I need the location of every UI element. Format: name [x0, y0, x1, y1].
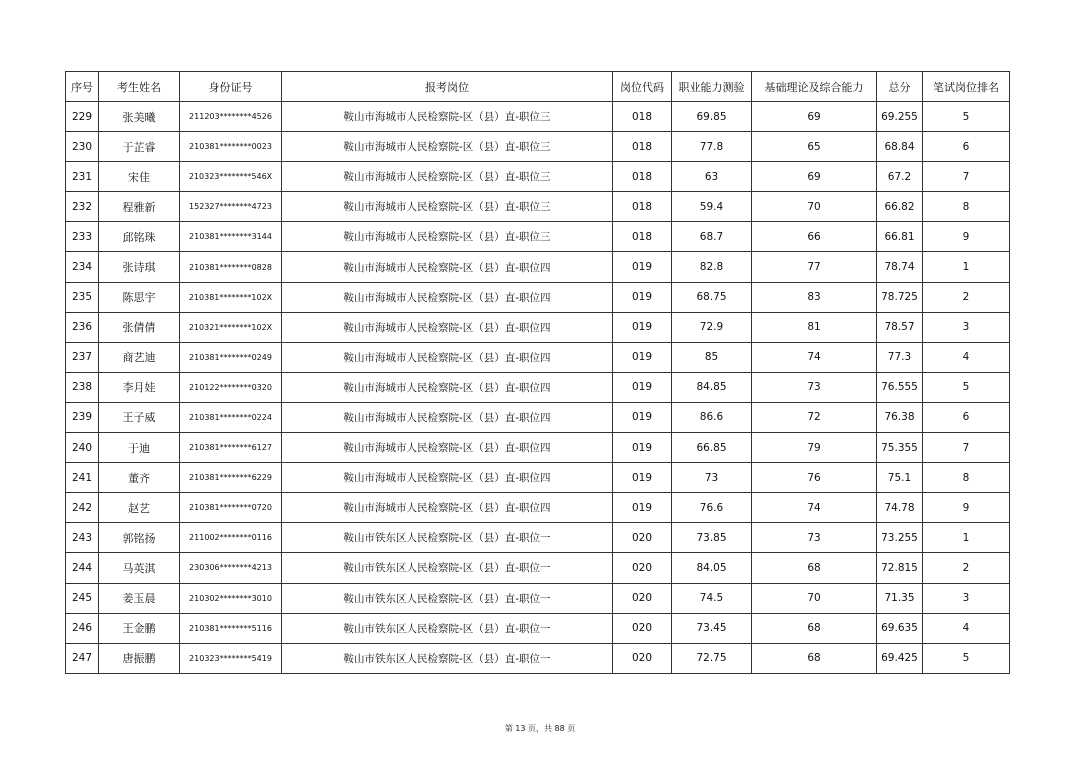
- name-cell: 张美曦: [99, 102, 180, 132]
- position-cell: 鞍山市铁东区人民检察院-区（县）直-职位一: [282, 523, 613, 553]
- col-header-name: 考生姓名: [99, 72, 180, 102]
- col-header-total: 总分: [877, 72, 923, 102]
- aptitude-cell: 86.6: [672, 402, 752, 432]
- position-cell: 鞍山市铁东区人民检察院-区（县）直-职位一: [282, 613, 613, 643]
- rank-cell: 2: [923, 282, 1010, 312]
- rank-cell: 1: [923, 523, 1010, 553]
- aptitude-cell: 82.8: [672, 252, 752, 282]
- total-cell: 78.57: [877, 312, 923, 342]
- total-cell: 77.3: [877, 342, 923, 372]
- aptitude-cell: 84.85: [672, 372, 752, 402]
- table-header: [66, 72, 1010, 102]
- aptitude-cell: 85: [672, 342, 752, 372]
- total-cell: 67.2: [877, 162, 923, 192]
- table-row: [66, 312, 1010, 342]
- seq-cell: 242: [66, 493, 99, 523]
- id-cell: 210321********102X: [180, 312, 282, 342]
- rank-cell: 6: [923, 402, 1010, 432]
- table-row: [66, 252, 1010, 282]
- theory-cell: 77: [752, 252, 877, 282]
- table-row: [66, 102, 1010, 132]
- theory-cell: 69: [752, 102, 877, 132]
- id-cell: 230306********4213: [180, 553, 282, 583]
- total-cell: 69.255: [877, 102, 923, 132]
- theory-cell: 73: [752, 372, 877, 402]
- theory-cell: 70: [752, 583, 877, 613]
- aptitude-cell: 72.75: [672, 643, 752, 673]
- aptitude-cell: 59.4: [672, 192, 752, 222]
- seq-cell: 231: [66, 162, 99, 192]
- name-cell: 郭铭扬: [99, 523, 180, 553]
- id-cell: 152327********4723: [180, 192, 282, 222]
- id-cell: 210381********102X: [180, 282, 282, 312]
- table-row: [66, 643, 1010, 673]
- table-row: [66, 372, 1010, 402]
- position-cell: 鞍山市海城市人民检察院-区（县）直-职位四: [282, 372, 613, 402]
- name-cell: 程雅新: [99, 192, 180, 222]
- theory-cell: 81: [752, 312, 877, 342]
- theory-cell: 72: [752, 402, 877, 432]
- position-cell: 鞍山市海城市人民检察院-区（县）直-职位三: [282, 222, 613, 252]
- theory-cell: 83: [752, 282, 877, 312]
- total-cell: 71.35: [877, 583, 923, 613]
- total-cell: 78.74: [877, 252, 923, 282]
- id-cell: 210122********0320: [180, 372, 282, 402]
- rank-cell: 9: [923, 222, 1010, 252]
- name-cell: 董齐: [99, 463, 180, 493]
- code-cell: 019: [613, 402, 672, 432]
- seq-cell: 245: [66, 583, 99, 613]
- position-cell: 鞍山市海城市人民检察院-区（县）直-职位四: [282, 433, 613, 463]
- theory-cell: 66: [752, 222, 877, 252]
- id-cell: 210381********6229: [180, 463, 282, 493]
- theory-cell: 73: [752, 523, 877, 553]
- table-row: [66, 613, 1010, 643]
- aptitude-cell: 73.85: [672, 523, 752, 553]
- total-cell: 76.555: [877, 372, 923, 402]
- code-cell: 020: [613, 583, 672, 613]
- rank-cell: 8: [923, 192, 1010, 222]
- seq-cell: 234: [66, 252, 99, 282]
- position-cell: 鞍山市海城市人民检察院-区（县）直-职位四: [282, 463, 613, 493]
- rank-cell: 9: [923, 493, 1010, 523]
- col-header-code: 岗位代码: [613, 72, 672, 102]
- aptitude-cell: 68.75: [672, 282, 752, 312]
- id-cell: 210381********0828: [180, 252, 282, 282]
- col-header-rank: 笔试岗位排名: [923, 72, 1010, 102]
- seq-cell: 247: [66, 643, 99, 673]
- code-cell: 019: [613, 342, 672, 372]
- position-cell: 鞍山市海城市人民检察院-区（县）直-职位四: [282, 312, 613, 342]
- theory-cell: 74: [752, 342, 877, 372]
- col-header-id: 身份证号: [180, 72, 282, 102]
- theory-cell: 65: [752, 132, 877, 162]
- position-cell: 鞍山市海城市人民检察院-区（县）直-职位四: [282, 402, 613, 432]
- aptitude-cell: 66.85: [672, 433, 752, 463]
- table-row: [66, 132, 1010, 162]
- code-cell: 018: [613, 222, 672, 252]
- aptitude-cell: 73: [672, 463, 752, 493]
- seq-cell: 238: [66, 372, 99, 402]
- rank-cell: 3: [923, 312, 1010, 342]
- id-cell: 210381********0023: [180, 132, 282, 162]
- position-cell: 鞍山市铁东区人民检察院-区（县）直-职位一: [282, 583, 613, 613]
- position-cell: 鞍山市铁东区人民检察院-区（县）直-职位一: [282, 553, 613, 583]
- code-cell: 018: [613, 162, 672, 192]
- id-cell: 210381********0249: [180, 342, 282, 372]
- table-row: [66, 553, 1010, 583]
- id-cell: 210381********6127: [180, 433, 282, 463]
- table-body: [66, 102, 1010, 674]
- position-cell: 鞍山市海城市人民检察院-区（县）直-职位四: [282, 252, 613, 282]
- rank-cell: 5: [923, 102, 1010, 132]
- rank-cell: 4: [923, 613, 1010, 643]
- id-cell: 210323********546X: [180, 162, 282, 192]
- name-cell: 马英淇: [99, 553, 180, 583]
- aptitude-cell: 84.05: [672, 553, 752, 583]
- rank-cell: 4: [923, 342, 1010, 372]
- code-cell: 019: [613, 493, 672, 523]
- theory-cell: 74: [752, 493, 877, 523]
- total-cell: 66.82: [877, 192, 923, 222]
- rank-cell: 7: [923, 433, 1010, 463]
- table-row: [66, 463, 1010, 493]
- name-cell: 王子威: [99, 402, 180, 432]
- theory-cell: 68: [752, 643, 877, 673]
- table-row: [66, 583, 1010, 613]
- theory-cell: 79: [752, 433, 877, 463]
- total-cell: 76.38: [877, 402, 923, 432]
- table-row: [66, 402, 1010, 432]
- col-header-seq: 序号: [66, 72, 99, 102]
- total-cell: 72.815: [877, 553, 923, 583]
- total-cell: 68.84: [877, 132, 923, 162]
- aptitude-cell: 76.6: [672, 493, 752, 523]
- name-cell: 姜玉晨: [99, 583, 180, 613]
- name-cell: 赵艺: [99, 493, 180, 523]
- name-cell: 陈思宇: [99, 282, 180, 312]
- name-cell: 于迪: [99, 433, 180, 463]
- rank-cell: 2: [923, 553, 1010, 583]
- score-table: [65, 71, 1010, 674]
- seq-cell: 237: [66, 342, 99, 372]
- table-row: [66, 222, 1010, 252]
- total-cell: 73.255: [877, 523, 923, 553]
- rank-cell: 1: [923, 252, 1010, 282]
- seq-cell: 233: [66, 222, 99, 252]
- code-cell: 020: [613, 613, 672, 643]
- code-cell: 020: [613, 553, 672, 583]
- theory-cell: 68: [752, 613, 877, 643]
- aptitude-cell: 74.5: [672, 583, 752, 613]
- code-cell: 018: [613, 102, 672, 132]
- name-cell: 宋佳: [99, 162, 180, 192]
- name-cell: 张倩倩: [99, 312, 180, 342]
- seq-cell: 244: [66, 553, 99, 583]
- seq-cell: 229: [66, 102, 99, 132]
- rank-cell: 5: [923, 643, 1010, 673]
- col-header-aptitude: 职业能力测验: [672, 72, 752, 102]
- name-cell: 张诗琪: [99, 252, 180, 282]
- name-cell: 商艺迪: [99, 342, 180, 372]
- code-cell: 018: [613, 132, 672, 162]
- name-cell: 邱铭珠: [99, 222, 180, 252]
- id-cell: 211002********0116: [180, 523, 282, 553]
- seq-cell: 240: [66, 433, 99, 463]
- col-header-position: 报考岗位: [282, 72, 613, 102]
- theory-cell: 68: [752, 553, 877, 583]
- rank-cell: 5: [923, 372, 1010, 402]
- table-row: [66, 493, 1010, 523]
- id-cell: 211203********4526: [180, 102, 282, 132]
- code-cell: 019: [613, 252, 672, 282]
- aptitude-cell: 68.7: [672, 222, 752, 252]
- header-row: [66, 72, 1010, 102]
- seq-cell: 241: [66, 463, 99, 493]
- page-footer: 第 13 页，共 88 页: [504, 724, 576, 733]
- total-cell: 78.725: [877, 282, 923, 312]
- table-row: [66, 523, 1010, 553]
- name-cell: 王金鹏: [99, 613, 180, 643]
- position-cell: 鞍山市海城市人民检察院-区（县）直-职位三: [282, 102, 613, 132]
- total-cell: 75.1: [877, 463, 923, 493]
- total-cell: 69.425: [877, 643, 923, 673]
- total-cell: 75.355: [877, 433, 923, 463]
- seq-cell: 235: [66, 282, 99, 312]
- table-row: [66, 433, 1010, 463]
- code-cell: 019: [613, 372, 672, 402]
- name-cell: 李月娃: [99, 372, 180, 402]
- code-cell: 019: [613, 433, 672, 463]
- rank-cell: 7: [923, 162, 1010, 192]
- table-row: [66, 192, 1010, 222]
- seq-cell: 243: [66, 523, 99, 553]
- theory-cell: 76: [752, 463, 877, 493]
- rank-cell: 8: [923, 463, 1010, 493]
- col-header-theory: 基础理论及综合能力: [752, 72, 877, 102]
- rank-cell: 6: [923, 132, 1010, 162]
- seq-cell: 230: [66, 132, 99, 162]
- name-cell: 唐振鹏: [99, 643, 180, 673]
- position-cell: 鞍山市海城市人民检察院-区（县）直-职位三: [282, 192, 613, 222]
- aptitude-cell: 72.9: [672, 312, 752, 342]
- code-cell: 020: [613, 523, 672, 553]
- seq-cell: 246: [66, 613, 99, 643]
- id-cell: 210381********5116: [180, 613, 282, 643]
- code-cell: 018: [613, 192, 672, 222]
- code-cell: 019: [613, 312, 672, 342]
- position-cell: 鞍山市海城市人民检察院-区（县）直-职位四: [282, 493, 613, 523]
- id-cell: 210381********0720: [180, 493, 282, 523]
- table-row: [66, 162, 1010, 192]
- code-cell: 019: [613, 282, 672, 312]
- code-cell: 020: [613, 643, 672, 673]
- aptitude-cell: 73.45: [672, 613, 752, 643]
- seq-cell: 239: [66, 402, 99, 432]
- code-cell: 019: [613, 463, 672, 493]
- table-row: [66, 342, 1010, 372]
- aptitude-cell: 77.8: [672, 132, 752, 162]
- position-cell: 鞍山市海城市人民检察院-区（县）直-职位三: [282, 162, 613, 192]
- aptitude-cell: 69.85: [672, 102, 752, 132]
- id-cell: 210381********0224: [180, 402, 282, 432]
- total-cell: 69.635: [877, 613, 923, 643]
- position-cell: 鞍山市海城市人民检察院-区（县）直-职位四: [282, 282, 613, 312]
- total-cell: 74.78: [877, 493, 923, 523]
- id-cell: 210323********5419: [180, 643, 282, 673]
- table-row: [66, 282, 1010, 312]
- position-cell: 鞍山市海城市人民检察院-区（县）直-职位四: [282, 342, 613, 372]
- seq-cell: 232: [66, 192, 99, 222]
- theory-cell: 70: [752, 192, 877, 222]
- theory-cell: 69: [752, 162, 877, 192]
- aptitude-cell: 63: [672, 162, 752, 192]
- name-cell: 于芷睿: [99, 132, 180, 162]
- position-cell: 鞍山市铁东区人民检察院-区（县）直-职位一: [282, 643, 613, 673]
- id-cell: 210381********3144: [180, 222, 282, 252]
- total-cell: 66.81: [877, 222, 923, 252]
- id-cell: 210302********3010: [180, 583, 282, 613]
- rank-cell: 3: [923, 583, 1010, 613]
- position-cell: 鞍山市海城市人民检察院-区（县）直-职位三: [282, 132, 613, 162]
- seq-cell: 236: [66, 312, 99, 342]
